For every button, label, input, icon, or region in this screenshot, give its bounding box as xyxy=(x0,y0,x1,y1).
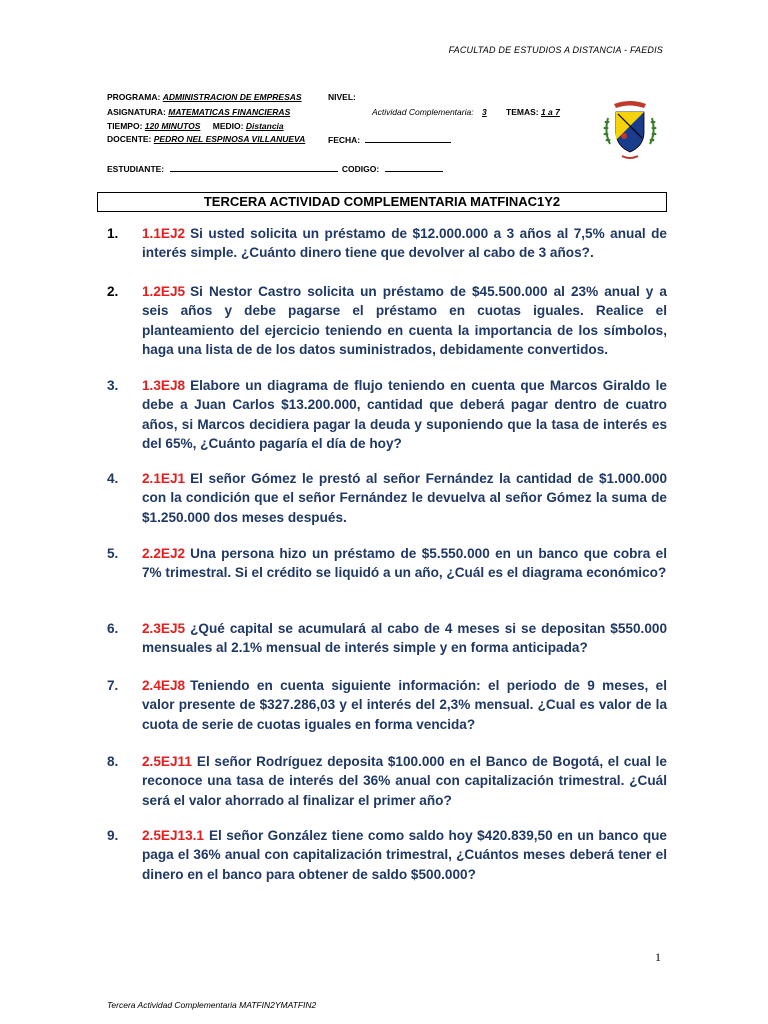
question-number: 5. xyxy=(107,546,119,561)
question-item xyxy=(107,826,667,884)
question-body xyxy=(142,224,667,263)
question-text: Si Nestor Castro solicita un préstamo de $45.500.000 al 23% anual y a seis años y debe pagarse el préstamo en cuotas iguales. Realice el planteamiento del ejercicio teniendo en cuenta la importancia de los símbolos, haga una lista de de los datos suministrados, debidamente convertidos. xyxy=(142,284,667,358)
question-number: 3. xyxy=(107,378,119,393)
docente-row xyxy=(107,134,305,144)
codigo-blank xyxy=(385,163,443,172)
question-item xyxy=(107,752,667,810)
question-number: 9. xyxy=(107,828,119,843)
question-number: 4. xyxy=(107,471,119,486)
exercise-code: 2.4EJ8 xyxy=(142,678,186,693)
question-number: 6. xyxy=(107,621,119,636)
question-item xyxy=(107,544,667,583)
exercise-code: 2.2EJ2 xyxy=(142,546,186,561)
codigo-label: CODIGO: xyxy=(341,164,380,174)
question-number: 8. xyxy=(107,754,119,769)
exercise-code: 1.1EJ2 xyxy=(142,226,186,241)
temas-row xyxy=(506,107,560,117)
question-body xyxy=(142,676,667,734)
actividad-label: Actividad Complementaria: xyxy=(372,107,474,117)
question-body xyxy=(142,282,667,360)
question-text: El señor Rodríguez deposita $100.000 en el Banco de Bogotá, el cual le reconoce una tasa de interés del 36% anual con capitalización trimestral. ¿Cuál será el valor ahorrado al finalizar el primer año? xyxy=(142,754,667,808)
question-body xyxy=(142,752,667,810)
actividad-value: 3 xyxy=(481,107,487,117)
exercise-code: 1.3EJ8 xyxy=(142,378,186,393)
actividad-row xyxy=(372,107,487,117)
question-item xyxy=(107,376,667,454)
programa-label: PROGRAMA: xyxy=(107,92,161,102)
estudiante-blank xyxy=(170,163,338,172)
question-text: El señor González tiene como saldo hoy $420.839,50 en un banco que paga el 36% anual con capitalización trimestral, ¿Cuántos meses deberá tener el dinero en el banco para obtener de saldo $500.000? xyxy=(142,828,667,882)
fecha-row xyxy=(328,134,451,145)
question-text: El señor Gómez le prestó al señor Fernández la cantidad de $1.000.000 con la condición que el señor Fernández le devuelva al señor Gómez la suma de $1.250.000 dos meses después. xyxy=(142,471,667,525)
question-item xyxy=(107,469,667,527)
asignatura-label: ASIGNATURA: xyxy=(107,107,166,117)
university-crest-logo xyxy=(600,96,660,166)
question-body xyxy=(142,826,667,884)
docente-label: DOCENTE: xyxy=(107,134,152,144)
question-number: 7. xyxy=(107,678,119,693)
question-text: Si usted solicita un préstamo de $12.000.000 a 3 años al 7,5% anual de interés simple. ¿Cuánto dinero tiene que devolver al cabo de 3 años?. xyxy=(142,226,667,261)
docente-value: PEDRO NEL ESPINOSA VILLANUEVA xyxy=(153,134,306,144)
fecha-label: FECHA: xyxy=(328,135,361,145)
medio-label: MEDIO: xyxy=(212,121,244,131)
question-item xyxy=(107,619,667,658)
question-body xyxy=(142,544,667,583)
activity-title: TERCERA ACTIVIDAD COMPLEMENTARIA MATFINAC1Y2 xyxy=(97,192,667,212)
nivel-label: NIVEL: xyxy=(328,92,356,102)
estudiante-row xyxy=(107,163,443,174)
exercise-code: 2.3EJ5 xyxy=(142,621,186,636)
question-item xyxy=(107,676,667,734)
medio-value: Distancia xyxy=(245,121,284,131)
exercise-code: 2.5EJ13.1 xyxy=(142,828,204,843)
fecha-blank xyxy=(365,134,451,143)
exercise-code: 2.1EJ1 xyxy=(142,471,186,486)
tiempo-label: TIEMPO: xyxy=(107,121,143,131)
question-text: ¿Qué capital se acumulará al cabo de 4 meses si se depositan $550.000 mensuales al 2.1% mensual de interés simple y en forma anticipada? xyxy=(142,621,667,656)
question-body xyxy=(142,469,667,527)
temas-value: 1 a 7 xyxy=(540,107,560,117)
exercise-code: 1.2EJ5 xyxy=(142,284,186,299)
tiempo-value: 120 MINUTOS xyxy=(144,121,201,131)
question-item xyxy=(107,224,667,263)
asignatura-value: MATEMATICAS FINANCIERAS xyxy=(168,107,291,117)
faculty-header: FACULTAD DE ESTUDIOS A DISTANCIA - FAEDIS xyxy=(448,45,663,55)
question-text: Elabore un diagrama de flujo teniendo en cuenta que Marcos Giraldo le debe a Juan Carlos $13.200.000, cantidad que deberá pagar dentro de cuatro años, si Marcos decidiera pagar la deuda y suponiendo que la tasa de interés es del 65%, ¿Cuánto pagaría el día de hoy? xyxy=(142,378,667,452)
page-footer: Tercera Actividad Complementaria MATFIN2YMATFIN2 xyxy=(107,1000,317,1010)
question-body xyxy=(142,376,667,454)
question-text: Una persona hizo un préstamo de $5.550.000 en un banco que cobra el 7% trimestral. Si el crédito se liquidó a un año, ¿Cuál es el diagrama económico? xyxy=(142,546,667,581)
question-body xyxy=(142,619,667,658)
page-number: 1 xyxy=(655,950,661,964)
question-number: 2. xyxy=(107,284,119,299)
asignatura-row xyxy=(107,107,290,117)
temas-label: TEMAS: xyxy=(506,107,539,117)
question-number: 1. xyxy=(107,226,119,241)
question-item xyxy=(107,282,667,360)
programa-row xyxy=(107,92,302,102)
exercise-code: 2.5EJ11 xyxy=(142,754,192,769)
question-text: Teniendo en cuenta siguiente información: el periodo de 9 meses, el valor presente de $327.286,03 y el interés del 2,3% mensual. ¿Cual es valor de la cuota de serie de cuotas iguales en forma vencida? xyxy=(142,678,667,732)
estudiante-label: ESTUDIANTE: xyxy=(107,164,165,174)
tiempo-row xyxy=(107,121,284,131)
programa-value: ADMINISTRACION DE EMPRESAS xyxy=(162,92,302,102)
